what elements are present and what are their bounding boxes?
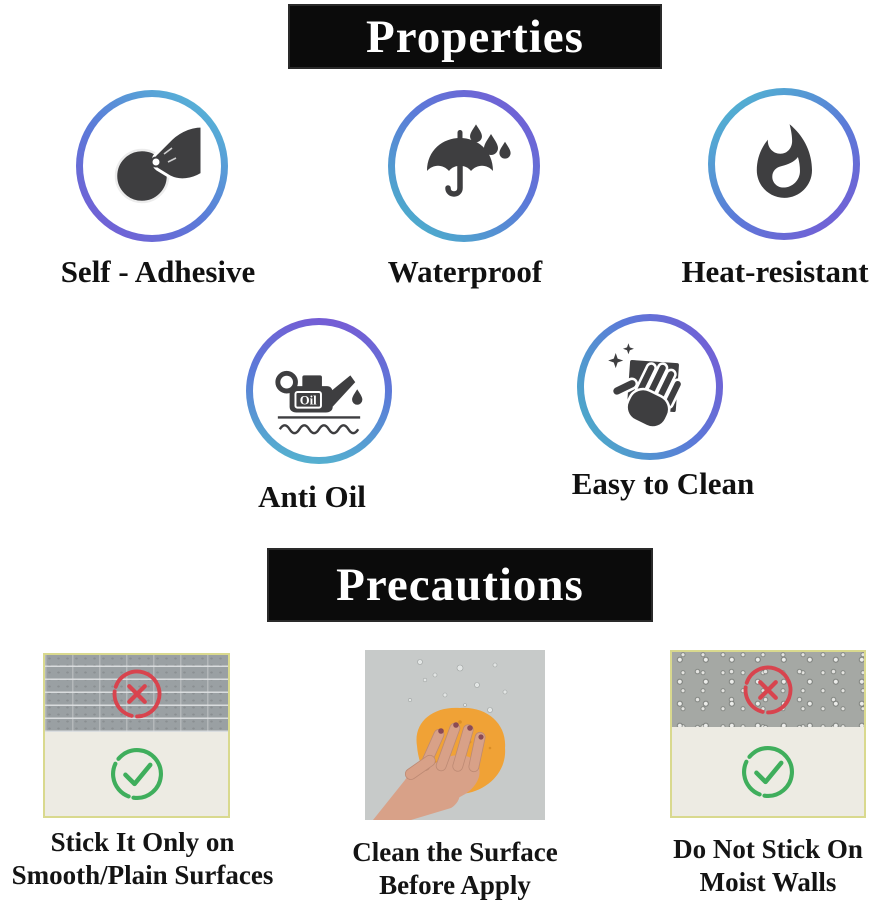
waterproof-badge	[388, 90, 540, 242]
precaution-card-clean-surface	[365, 650, 545, 820]
precautions-banner	[267, 548, 653, 622]
properties-title: Properties	[366, 10, 584, 63]
caption-clean-surface	[330, 836, 580, 902]
sponge-cleaning-photo	[365, 650, 545, 820]
precautions-title: Precautions	[336, 559, 584, 611]
flame-icon	[715, 95, 853, 233]
caption-moist-walls	[648, 833, 888, 899]
check-mark-icon	[104, 741, 170, 807]
check-mark-icon	[735, 739, 801, 805]
smooth-surface-photo	[45, 732, 228, 816]
caption-line: Before Apply	[379, 870, 531, 900]
umbrella-rain-icon	[395, 97, 533, 235]
x-mark-icon	[737, 659, 799, 721]
caption-line: Stick It Only on	[50, 827, 235, 857]
x-mark-icon	[106, 663, 168, 725]
heat-resistant-label: Heat-resistant	[681, 254, 869, 289]
anti-oil-label: Anti Oil	[258, 479, 366, 514]
caption-line: Moist Walls	[699, 867, 837, 897]
oil-can-icon	[253, 325, 385, 457]
wipe-hand-icon	[584, 321, 716, 453]
waterproof-label: Waterproof	[387, 254, 543, 289]
caption-line: Do Not Stick On	[673, 834, 863, 864]
precaution-card-smooth-surface	[43, 653, 230, 818]
anti-oil-badge	[246, 318, 392, 464]
caption-smooth-surfaces	[0, 826, 285, 892]
easy-to-clean-badge	[577, 314, 723, 460]
properties-banner	[288, 4, 662, 69]
brick-wall-photo	[45, 655, 228, 732]
oil-can-label: Oil	[299, 393, 317, 408]
sticker-peel-icon	[83, 97, 221, 235]
self-adhesive-label: Self - Adhesive	[60, 254, 256, 289]
precaution-card-moist-wall	[670, 650, 866, 818]
caption-line: Clean the Surface	[352, 837, 558, 867]
dry-surface-photo	[672, 727, 864, 816]
moist-wall-photo	[672, 652, 864, 727]
easy-to-clean-label: Easy to Clean	[571, 466, 755, 501]
self-adhesive-badge	[76, 90, 228, 242]
caption-line: Smooth/Plain Surfaces	[11, 860, 274, 890]
heat-resistant-badge	[708, 88, 860, 240]
